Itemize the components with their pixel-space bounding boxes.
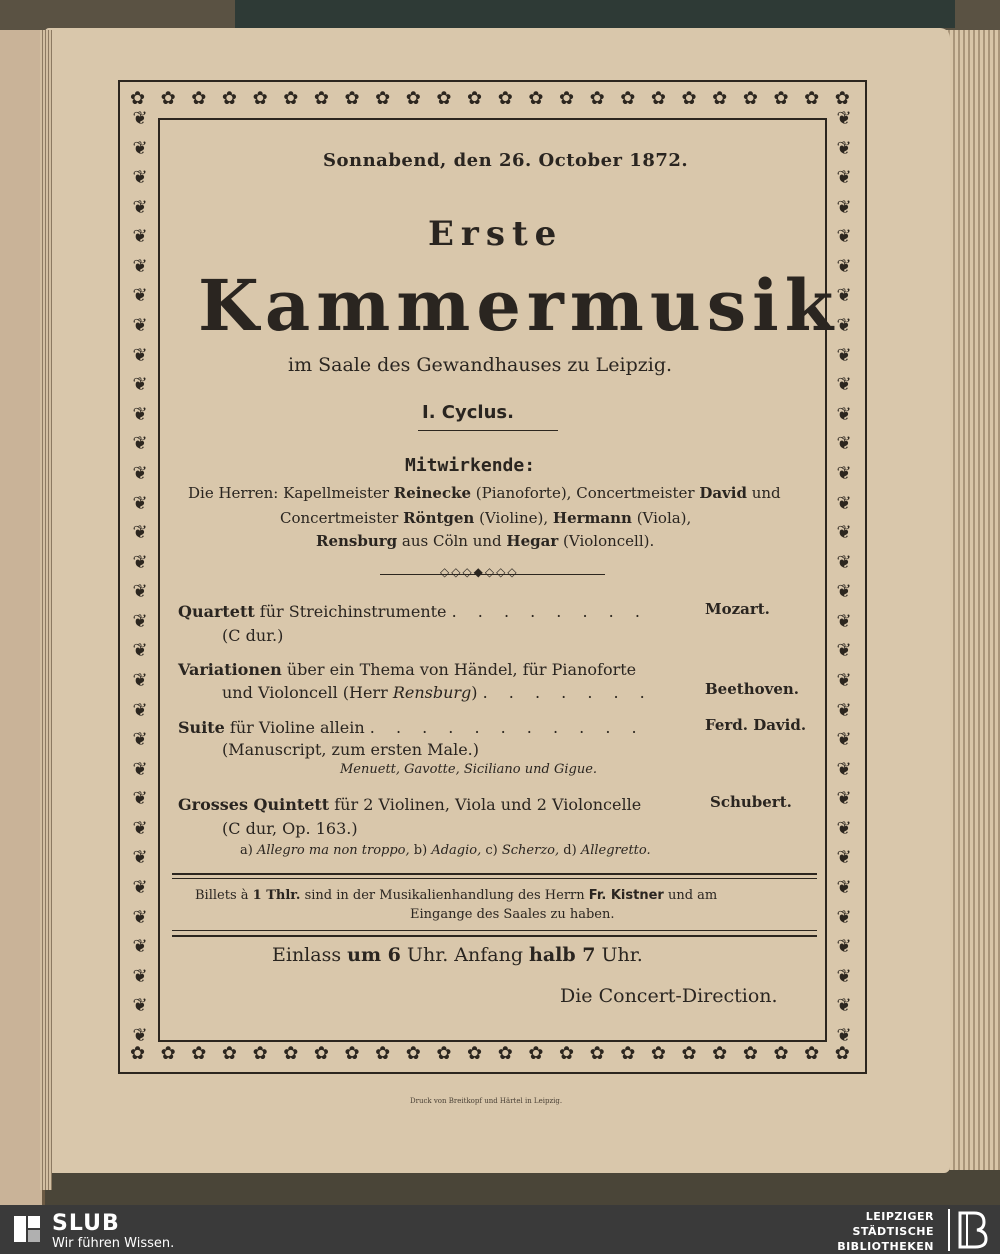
ornament-glyph: ❦ <box>836 1024 852 1046</box>
ornament-glyph: ❦ <box>132 847 148 869</box>
ornament-glyph: ✿ <box>589 88 605 109</box>
title-large: Kammermusik <box>198 264 840 347</box>
ornament-glyph: ❦ <box>836 640 852 662</box>
ornament-glyph: ✿ <box>313 88 329 109</box>
ornament-glyph: ✿ <box>497 1043 513 1064</box>
ornament-glyph: ❦ <box>132 551 148 573</box>
left-page-edge <box>0 30 45 1205</box>
printer-line: Druck von Breitkopf und Härtel in Leipzig. <box>410 1097 563 1105</box>
rule-bottom-thick <box>172 935 817 937</box>
ornament-glyph: ❦ <box>132 492 148 514</box>
slub-name[interactable]: SLUB <box>52 1211 120 1236</box>
ornament-glyph: ❦ <box>836 551 852 573</box>
ornament-glyph: ❦ <box>836 315 852 337</box>
ornament-glyph: ❦ <box>132 965 148 987</box>
book-cover-edge <box>235 0 955 28</box>
ornament-top <box>130 90 850 108</box>
ornament-glyph: ✿ <box>160 88 176 109</box>
piece-3-composer: Ferd. David. <box>705 716 807 734</box>
ornament-glyph: ❦ <box>836 995 852 1017</box>
ornament-glyph: ✿ <box>742 1043 758 1064</box>
cycle-underline <box>418 430 558 431</box>
right-page-stack <box>945 30 1000 1170</box>
ornament-glyph: ❦ <box>836 108 852 129</box>
ornament-glyph: ✿ <box>130 88 146 109</box>
ornament-glyph: ✿ <box>742 88 758 109</box>
ornament-glyph: ❦ <box>836 137 852 159</box>
piece-3-sub: (Manuscript, zum ersten Male.) <box>222 740 479 759</box>
ornament-glyph: ❦ <box>132 226 148 248</box>
ornament-glyph: ❦ <box>836 581 852 603</box>
ornament-glyph: ✿ <box>804 88 820 109</box>
piece-1-sub: (C dur.) <box>222 626 284 645</box>
ornament-glyph: ❦ <box>132 1024 148 1046</box>
ornament-glyph: ❦ <box>836 255 852 277</box>
ornament-glyph: ❦ <box>132 196 148 218</box>
ornament-glyph: ❦ <box>836 167 852 189</box>
left-page-stack <box>40 30 52 1190</box>
ornament-glyph: ✿ <box>620 88 636 109</box>
ornament-glyph: ✿ <box>620 1043 636 1064</box>
participants-line-1: Die Herren: Kapellmeister Reinecke (Pianoforte), Concertmeister David und <box>188 484 781 502</box>
ornament-glyph: ✿ <box>804 1043 820 1064</box>
ornament-glyph: ✿ <box>497 88 513 109</box>
ornament-glyph: ✿ <box>436 1043 452 1064</box>
ornament-glyph: ✿ <box>834 88 850 109</box>
ornament-glyph: ❦ <box>836 403 852 425</box>
participants-line-3: Rensburg aus Cöln und Hegar (Violoncell). <box>316 532 655 550</box>
ornament-glyph: ❦ <box>132 817 148 839</box>
ornament-glyph: ❦ <box>132 285 148 307</box>
rule-top-thick <box>172 873 817 875</box>
ornament-glyph: ❦ <box>836 877 852 899</box>
ornament-glyph: ❦ <box>836 699 852 721</box>
ornament-glyph: ❦ <box>836 758 852 780</box>
ornament-glyph: ✿ <box>221 88 238 109</box>
piece-2-title: Variationen über ein Thema von Händel, für Pianoforte <box>178 660 637 679</box>
tickets-line-2: Eingange des Saales zu haben. <box>410 907 615 922</box>
ornament-glyph: ✿ <box>773 88 789 109</box>
ornament-glyph: ❦ <box>132 403 148 425</box>
ornament-glyph: ❦ <box>836 788 852 810</box>
signature: Die Concert-Direction. <box>560 985 778 1007</box>
ornament-glyph: ✿ <box>405 1043 421 1064</box>
ornament-glyph: ✿ <box>313 1043 329 1064</box>
piece-4-title: Grosses Quintett für 2 Violinen, Viola und 2 Violoncelle <box>178 795 642 814</box>
piece-3-title: Suite für Violine allein . . . . . . . . . . . <box>178 718 645 737</box>
ornament-glyph: ✿ <box>252 1043 268 1064</box>
viewer-footer <box>0 1205 1000 1254</box>
ornament-glyph: ❦ <box>132 137 148 159</box>
ornament-glyph: ✿ <box>467 88 483 109</box>
ornament-glyph: ❦ <box>132 995 148 1017</box>
piece-1-composer: Mozart. <box>705 600 770 618</box>
ornament-right <box>832 110 856 1045</box>
ornament-glyph: ❦ <box>836 669 852 691</box>
ornament-glyph: ✿ <box>712 1043 728 1064</box>
ornament-glyph: ✿ <box>773 1043 789 1064</box>
ornament-glyph: ✿ <box>375 1043 391 1064</box>
ornament-glyph: ✿ <box>221 1043 238 1064</box>
library-logo-icon[interactable] <box>948 1209 992 1251</box>
ornament-glyph: ❦ <box>836 965 852 987</box>
ornament-glyph: ❦ <box>836 936 852 958</box>
participants-line-2: Concertmeister Röntgen (Violine), Hermann (Viola), <box>280 509 692 527</box>
piece-2-composer: Beethoven. <box>705 680 799 698</box>
ornament-glyph: ❦ <box>132 167 148 189</box>
ornament-glyph: ❦ <box>836 817 852 839</box>
ornament-glyph: ✿ <box>344 1043 360 1064</box>
ornament-glyph: ✿ <box>375 88 391 109</box>
participants-heading: Mitwirkende: <box>405 455 536 476</box>
library-name[interactable]: LEIPZIGER STÄDTISCHE BIBLIOTHEKEN <box>837 1210 934 1253</box>
ornament-glyph: ✿ <box>712 88 728 109</box>
ornament-glyph: ❦ <box>836 492 852 514</box>
ornament-glyph: ❦ <box>836 374 852 396</box>
ornament-glyph: ❦ <box>132 640 148 662</box>
slub-tagline: Wir führen Wissen. <box>52 1236 175 1251</box>
ornament-glyph: ❦ <box>132 729 148 751</box>
ornament-glyph: ❦ <box>836 285 852 307</box>
ornament-glyph: ✿ <box>681 1043 697 1064</box>
ornament-glyph: ❦ <box>836 610 852 632</box>
ornament-glyph: ❦ <box>132 374 148 396</box>
ornament-glyph: ❦ <box>836 906 852 928</box>
ornament-glyph: ✿ <box>650 1043 666 1064</box>
ornament-bottom <box>130 1045 850 1063</box>
ornament-glyph: ❦ <box>836 729 852 751</box>
ornament-glyph: ✿ <box>160 1043 176 1064</box>
ornament-glyph: ❦ <box>132 108 148 129</box>
ornament-glyph: ❦ <box>132 758 148 780</box>
ornament-glyph: ❦ <box>132 581 148 603</box>
ornament-glyph: ✿ <box>528 1043 544 1064</box>
ornament-left <box>128 110 152 1045</box>
venue-line: im Saale des Gewandhauses zu Leipzig. <box>288 354 673 376</box>
rule-top-thin <box>172 878 817 879</box>
ornament-glyph: ✿ <box>436 88 452 109</box>
ornament-glyph: ❦ <box>132 699 148 721</box>
date-line: Sonnabend, den 26. October 1872. <box>323 150 689 171</box>
ornament-glyph: ✿ <box>283 88 299 109</box>
ornament-glyph: ❦ <box>836 196 852 218</box>
cycle-label: I. Cyclus. <box>422 402 514 423</box>
ornament-glyph: ✿ <box>344 88 360 109</box>
ornament-glyph: ✿ <box>252 88 268 109</box>
ornament-glyph: ✿ <box>405 88 421 109</box>
ornament-glyph: ❦ <box>132 522 148 544</box>
ornament-glyph: ❦ <box>132 788 148 810</box>
ornament-glyph: ✿ <box>834 1043 850 1064</box>
ornament-glyph: ✿ <box>467 1043 483 1064</box>
divider-ornament: ◇◇◇◆◇◇◇ <box>440 565 519 579</box>
ornament-glyph: ✿ <box>650 88 666 109</box>
ornament-glyph: ❦ <box>836 344 852 366</box>
ornament-glyph: ❦ <box>132 433 148 455</box>
ornament-glyph: ❦ <box>836 847 852 869</box>
ornamental-frame-inner <box>158 118 827 1042</box>
piece-3-movements: Menuett, Gavotte, Siciliano und Gigue. <box>340 762 598 777</box>
ornament-glyph: ✿ <box>558 1043 575 1064</box>
ornament-glyph: ❦ <box>132 906 148 928</box>
ornament-glyph: ❦ <box>132 877 148 899</box>
ornament-glyph: ✿ <box>283 1043 299 1064</box>
ornament-glyph: ✿ <box>528 88 544 109</box>
piece-2-sub: und Violoncell (Herr Rensburg) . . . . . . . <box>222 683 653 702</box>
piece-1-title: Quartett für Streichinstrumente . . . . . . . . <box>178 602 648 621</box>
ornament-glyph: ❦ <box>836 462 852 484</box>
ornament-glyph: ✿ <box>191 1043 207 1064</box>
ornament-glyph: ✿ <box>191 88 207 109</box>
title-small: Erste <box>428 214 564 254</box>
rule-bottom-thin <box>172 930 817 931</box>
ornament-glyph: ❦ <box>132 669 148 691</box>
ornament-glyph: ✿ <box>558 88 575 109</box>
ornament-glyph: ❦ <box>132 255 148 277</box>
piece-4-movements: a) Allegro ma non troppo, b) Adagio, c) Scherzo, d) Allegretto. <box>240 843 651 858</box>
ornament-glyph: ❦ <box>836 433 852 455</box>
ornament-glyph: ❦ <box>836 522 852 544</box>
ornament-glyph: ❦ <box>836 226 852 248</box>
piece-4-composer: Schubert. <box>710 793 792 811</box>
ornament-glyph: ✿ <box>130 1043 146 1064</box>
tickets-line-1: Billets à 1 Thlr. sind in der Musikalienhandlung des Herrn Fr. Kistner und am <box>195 888 718 903</box>
piece-4-sub: (C dur, Op. 163.) <box>222 819 358 838</box>
ornament-glyph: ❦ <box>132 462 148 484</box>
ornament-glyph: ❦ <box>132 344 148 366</box>
ornament-glyph: ✿ <box>681 88 697 109</box>
ornament-glyph: ❦ <box>132 610 148 632</box>
times-line: Einlass um 6 Uhr. Anfang halb 7 Uhr. <box>272 944 643 966</box>
ornament-glyph: ❦ <box>132 936 148 958</box>
ornament-glyph: ✿ <box>589 1043 605 1064</box>
slub-logo-icon[interactable] <box>12 1214 42 1244</box>
ornament-glyph: ❦ <box>132 315 148 337</box>
